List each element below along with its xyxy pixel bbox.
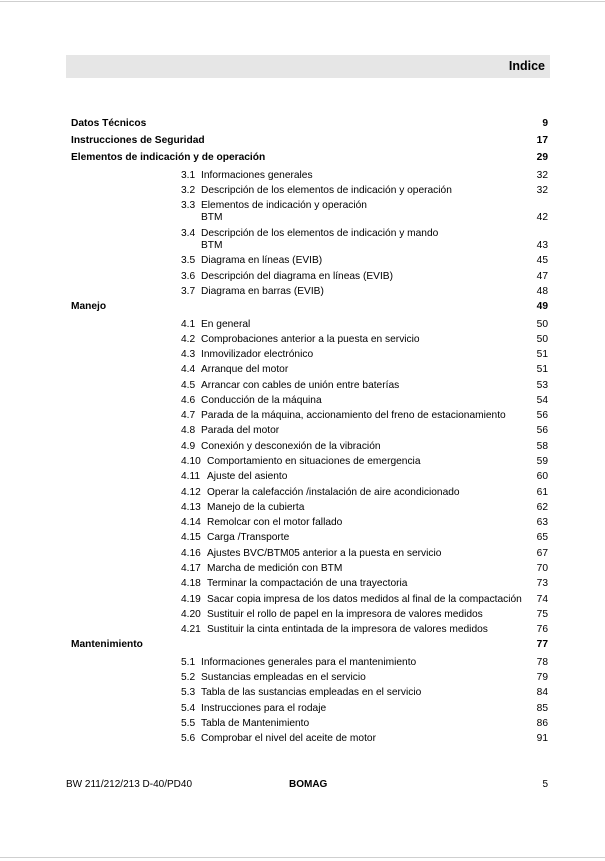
entry-page: 75 — [536, 609, 548, 620]
entry-text: Operar la calefacción /instalación de aire acondicionado — [207, 487, 460, 498]
entry-number: 3.2 — [181, 185, 196, 196]
entry-page: 42 — [536, 212, 548, 223]
entry-number: 5.4 — [181, 703, 196, 714]
toc-entry[interactable] — [0, 410, 605, 426]
toc-entry[interactable] — [0, 609, 605, 625]
entry-page: 65 — [536, 532, 548, 543]
entry-page: 60 — [536, 471, 548, 482]
section-page: 77 — [536, 639, 548, 650]
toc-entry[interactable] — [0, 578, 605, 594]
toc-entry[interactable] — [0, 594, 605, 610]
entry-text-line2: BTM — [201, 212, 223, 223]
entry-text: Descripción del diagrama en líneas (EVIB) — [201, 271, 393, 282]
toc-entry[interactable] — [0, 624, 605, 640]
entry-text: Ajustes BVC/BTM05 anterior a la puesta en servicio — [207, 548, 442, 559]
toc-section[interactable] — [0, 135, 605, 151]
entry-number: 4.7 — [181, 410, 196, 421]
entry-text: Comprobar el nivel del aceite de motor — [201, 733, 376, 744]
entry-text: Arrancar con cables de unión entre baterías — [201, 380, 400, 391]
toc-entry[interactable] — [0, 456, 605, 472]
entry-text: Ajuste del asiento — [207, 471, 288, 482]
entry-text: Descripción de los elementos de indicación y mando — [201, 228, 439, 239]
entry-page: 62 — [536, 502, 548, 513]
entry-page: 85 — [536, 703, 548, 714]
entry-page: 50 — [536, 334, 548, 345]
entry-text: En general — [201, 319, 251, 330]
section-title: Elementos de indicación y de operación — [71, 152, 266, 163]
toc-entry[interactable] — [0, 687, 605, 703]
entry-text-line2: BTM — [201, 240, 223, 251]
entry-number: 4.8 — [181, 425, 196, 436]
section-title: Instrucciones de Seguridad — [71, 135, 205, 146]
entry-page: 32 — [536, 170, 548, 181]
entry-number: 3.4 — [181, 228, 196, 239]
entry-number: 4.12 — [181, 487, 201, 498]
entry-page: 76 — [536, 624, 548, 635]
toc-entry[interactable] — [0, 185, 605, 201]
top-rule — [0, 1, 605, 2]
entry-page: 84 — [536, 687, 548, 698]
toc-entry[interactable] — [0, 334, 605, 350]
footer-brand: BOMAG — [289, 779, 328, 790]
entry-page: 45 — [536, 255, 548, 266]
entry-text: Conexión y desconexión de la vibración — [201, 441, 381, 452]
entry-text: Sacar copia impresa de los datos medidos al final de la compactación — [207, 594, 522, 605]
toc-entry[interactable] — [0, 255, 605, 271]
section-page: 17 — [536, 135, 548, 146]
toc-entry[interactable] — [0, 441, 605, 457]
toc-entry[interactable] — [0, 271, 605, 287]
toc-entry[interactable] — [0, 319, 605, 335]
entry-text: Carga /Transporte — [207, 532, 290, 543]
entry-number: 5.2 — [181, 672, 196, 683]
entry-page: 86 — [536, 718, 548, 729]
entry-page: 67 — [536, 548, 548, 559]
toc-entry[interactable] — [0, 703, 605, 719]
entry-page: 51 — [536, 364, 548, 375]
entry-number: 4.19 — [181, 594, 201, 605]
section-page: 49 — [536, 301, 548, 312]
toc-entry[interactable] — [0, 349, 605, 365]
entry-number: 3.3 — [181, 200, 196, 211]
entry-page: 91 — [536, 733, 548, 744]
entry-text: Inmovilizador electrónico — [201, 349, 314, 360]
entry-text: Sustituir la cinta entintada de la impresora de valores medidos — [207, 624, 488, 635]
toc-entry[interactable] — [0, 200, 605, 228]
toc-entry[interactable] — [0, 471, 605, 487]
entry-number: 4.11 — [181, 471, 201, 482]
entry-text: Parada del motor — [201, 425, 280, 436]
toc-entry[interactable] — [0, 672, 605, 688]
footer-page-number: 5 — [542, 779, 548, 790]
entry-number: 4.16 — [181, 548, 201, 559]
toc-entry[interactable] — [0, 563, 605, 579]
toc-entry[interactable] — [0, 364, 605, 380]
entry-page: 53 — [536, 380, 548, 391]
toc-entry[interactable] — [0, 502, 605, 518]
toc-entry[interactable] — [0, 395, 605, 411]
entry-number: 4.5 — [181, 380, 196, 391]
entry-text-line1: Elementos de indicación y operación — [201, 200, 367, 211]
entry-page: 51 — [536, 349, 548, 360]
toc-entry[interactable] — [0, 228, 605, 256]
entry-text: Conducción de la máquina — [201, 395, 322, 406]
toc-entry[interactable] — [0, 487, 605, 503]
toc-entry[interactable] — [0, 517, 605, 533]
toc-entry[interactable] — [0, 733, 605, 749]
toc-entry[interactable] — [0, 380, 605, 396]
entry-page: 56 — [536, 425, 548, 436]
entry-text: Tabla de las sustancias empleadas en el servicio — [201, 687, 422, 698]
entry-number: 4.13 — [181, 502, 201, 513]
entry-number: 4.6 — [181, 395, 196, 406]
entry-text: Parada de la máquina, accionamiento del freno de estacionamiento — [201, 410, 506, 421]
entry-number: 4.15 — [181, 532, 201, 543]
entry-number: 5.5 — [181, 718, 196, 729]
section-page: 9 — [542, 118, 548, 129]
entry-page: 59 — [536, 456, 548, 467]
entry-page: 78 — [536, 657, 548, 668]
toc-entry[interactable] — [0, 532, 605, 548]
entry-number: 3.5 — [181, 255, 196, 266]
entry-page: 63 — [536, 517, 548, 528]
entry-number: 3.1 — [181, 170, 196, 181]
entry-page: 47 — [536, 271, 548, 282]
entry-number: 4.18 — [181, 578, 201, 589]
entry-page: 50 — [536, 319, 548, 330]
toc-section[interactable] — [0, 301, 605, 317]
entry-text: Diagrama en líneas (EVIB) — [201, 255, 323, 266]
entry-page: 32 — [536, 185, 548, 196]
section-title: Mantenimiento — [71, 639, 143, 650]
toc-entry[interactable] — [0, 657, 605, 673]
entry-text — [201, 200, 531, 212]
entry-number: 4.20 — [181, 609, 201, 620]
entry-number: 5.6 — [181, 733, 196, 744]
entry-number: 3.7 — [181, 286, 196, 297]
entry-page: 58 — [536, 441, 548, 452]
toc-section[interactable] — [0, 639, 605, 655]
entry-page: 74 — [536, 594, 548, 605]
toc-entry[interactable] — [0, 425, 605, 441]
page-title: Indice — [508, 59, 545, 73]
entry-text: Informaciones generales para el mantenimiento — [201, 657, 417, 668]
footer-model: BW 211/212/213 D-40/PD40 — [66, 779, 193, 790]
toc-entry[interactable] — [0, 718, 605, 734]
bottom-rule — [0, 857, 605, 858]
entry-number: 4.1 — [181, 319, 196, 330]
entry-text: Comprobaciones anterior a la puesta en servicio — [201, 334, 420, 345]
entry-text: Instrucciones para el rodaje — [201, 703, 327, 714]
section-title: Manejo — [71, 301, 107, 312]
entry-number: 5.3 — [181, 687, 196, 698]
entry-number: 4.10 — [181, 456, 201, 467]
entry-number: 4.2 — [181, 334, 196, 345]
entry-text: Terminar la compactación de una trayectoria — [207, 578, 408, 589]
entry-text: Tabla de Mantenimiento — [201, 718, 310, 729]
entry-page: 48 — [536, 286, 548, 297]
entry-page: 56 — [536, 410, 548, 421]
entry-number: 4.3 — [181, 349, 196, 360]
entry-number: 4.14 — [181, 517, 201, 528]
entry-page: 43 — [536, 240, 548, 251]
section-title: Datos Técnicos — [71, 118, 147, 129]
entry-text: Sustancias empleadas en el servicio — [201, 672, 366, 683]
toc-entry[interactable] — [0, 170, 605, 186]
entry-page: 73 — [536, 578, 548, 589]
entry-page: 54 — [536, 395, 548, 406]
entry-text: Sustituir el rollo de papel en la impresora de valores medidos — [207, 609, 483, 620]
entry-text: Informaciones generales — [201, 170, 313, 181]
entry-number: 4.9 — [181, 441, 196, 452]
entry-text: Manejo de la cubierta — [207, 502, 305, 513]
entry-number: 3.6 — [181, 271, 196, 282]
toc-section[interactable] — [0, 152, 605, 168]
entry-text: Marcha de medición con BTM — [207, 563, 343, 574]
toc-entry[interactable] — [0, 286, 605, 302]
toc-entry[interactable] — [0, 548, 605, 564]
section-page: 29 — [536, 152, 548, 163]
entry-text: Comportamiento en situaciones de emergencia — [207, 456, 421, 467]
entry-text: Diagrama en barras (EVIB) — [201, 286, 324, 297]
entry-number: 4.4 — [181, 364, 196, 375]
entry-number: 4.17 — [181, 563, 201, 574]
entry-page: 61 — [536, 487, 548, 498]
entry-number: 5.1 — [181, 657, 196, 668]
entry-page: 70 — [536, 563, 548, 574]
entry-text: Arranque del motor — [201, 364, 289, 375]
entry-page: 79 — [536, 672, 548, 683]
entry-number: 4.21 — [181, 624, 201, 635]
toc-section[interactable] — [0, 118, 605, 134]
entry-text: Descripción de los elementos de indicación y operación — [201, 185, 452, 196]
entry-text: Remolcar con el motor fallado — [207, 517, 343, 528]
header-bar — [66, 55, 550, 78]
